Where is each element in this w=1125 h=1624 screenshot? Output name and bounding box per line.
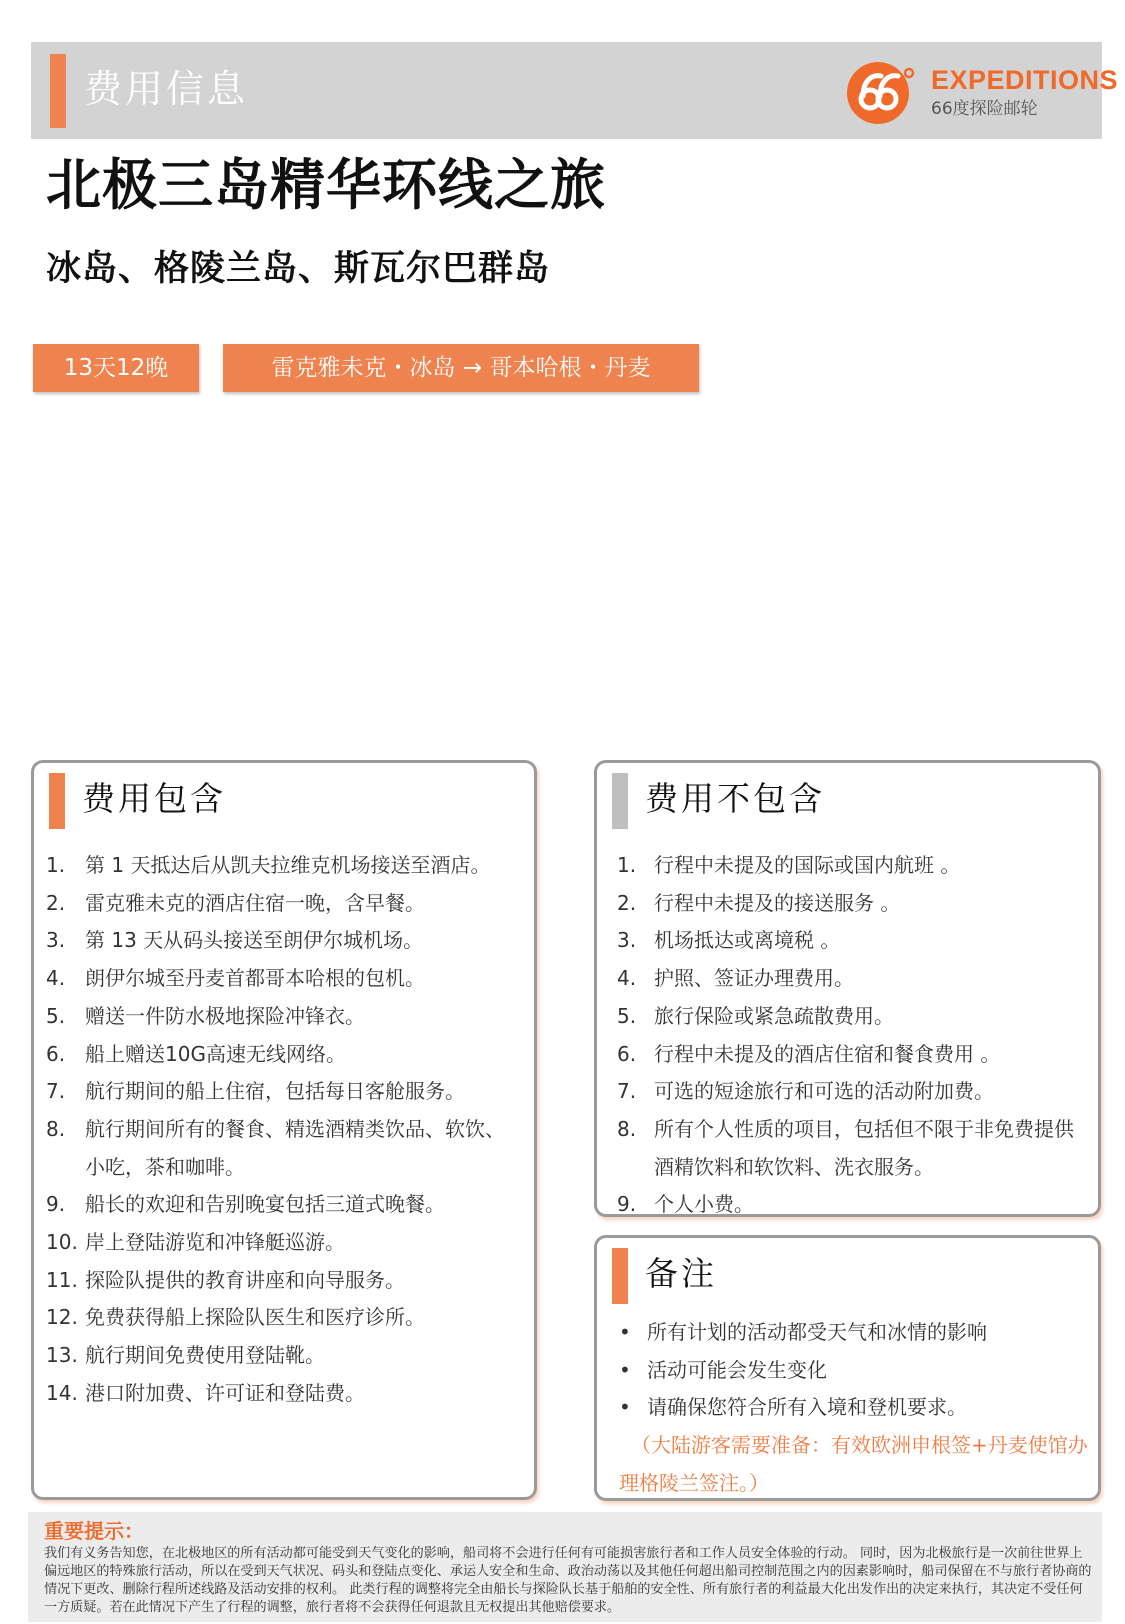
list-item: • 请确保您符合所有入境和登机要求。 bbox=[597, 1389, 1098, 1427]
list-item: 4. 朗伊尔城至丹麦首都哥本哈根的包机。 bbox=[46, 966, 425, 991]
list-item: 7. 航行期间的船上住宿，包括每日客舱服务。 bbox=[46, 1079, 465, 1104]
route-tag: 雷克雅未克・冰岛 → 哥本哈根・丹麦 bbox=[223, 344, 699, 392]
logo-brand-en: EXPEDITIONS bbox=[931, 65, 1119, 95]
list-item: 5. 赠送一件防水极地探险冲锋衣。 bbox=[46, 1003, 365, 1028]
excluded-card bbox=[594, 760, 1101, 1217]
notes-title: 备注 bbox=[645, 1254, 717, 1293]
included-card bbox=[31, 760, 537, 1500]
list-item: 9. 船长的欢迎和告别晚宴包括三道式晚餐。 bbox=[46, 1192, 445, 1217]
duration-tag: 13天12晚 bbox=[33, 344, 199, 392]
trip-title: 北极三岛精华环线之旅 bbox=[46, 153, 607, 217]
list-item: 6. 船上赠送10G高速无线网络。 bbox=[46, 1041, 346, 1066]
bullet-icon: • bbox=[619, 1395, 631, 1420]
excluded-list bbox=[597, 847, 1098, 1224]
list-item: 2. 雷克雅未克的酒店住宿一晚，含早餐。 bbox=[46, 890, 425, 915]
notes-accent-bar bbox=[612, 1248, 628, 1304]
list-item: 6. 行程中未提及的酒店住宿和餐食费用 。 bbox=[617, 1041, 1001, 1066]
list-item: 8. 所有个人性质的项目，包括但不限于非免费提供酒精饮料和软饮料、洗衣服务。 bbox=[617, 1116, 1074, 1179]
visa-note: （大陆游客需要准备：有效欧洲申根签+丹麦使馆办理格陵兰签注。） bbox=[619, 1433, 1088, 1495]
list-item: 13. 航行期间免费使用登陆靴。 bbox=[46, 1343, 325, 1368]
excluded-title: 费用不包含 bbox=[645, 779, 825, 818]
footer-disclaimer: 我们有义务告知您，在北极地区的所有活动都可能受到天气变化的影响，船司将不会进行任何有可能损害旅行者和工作人员安全体验的行动。 同时，因为北极旅行是一次前往世界上偏远地区的特殊旅行活动，所以在受到天气状况、码头和登陆点变化、承运人安全和生命、政治动荡以及其他任何超出船司控制范围之内的因素影响时，船司保留在不与旅行者协商的情况下更改、删除行程所述线路及活动安排的权利。 此类行程的调整将完全由船长与探险队长基于船舶的安全性、所有旅行者的利益最大化出发作出的决定来执行，其决定不受任何一方质疑。若在此情况下产生了行程的调整，旅行者将不会获得任何退款且无权提出其他赔偿要求。 bbox=[44, 1546, 1092, 1615]
included-title: 费用包含 bbox=[82, 779, 226, 818]
list-item: 9. 个人小费。 bbox=[617, 1192, 754, 1217]
included-list bbox=[34, 847, 534, 1413]
list-item: 8. 航行期间所有的餐食、精选酒精类饮品、软饮、小吃，茶和咖啡。 bbox=[46, 1116, 505, 1179]
list-item: 5. 旅行保险或紧急疏散费用。 bbox=[617, 1003, 894, 1028]
header-accent-bar bbox=[50, 54, 66, 128]
list-item: 3. 第 13 天从码头接送至朗伊尔城机场。 bbox=[46, 928, 424, 953]
list-item: 7. 可选的短途旅行和可选的活动附加费。 bbox=[617, 1079, 994, 1104]
list-item: 1. 第 1 天抵达后从凯夫拉维克机场接送至酒店。 bbox=[46, 853, 491, 877]
excluded-accent-bar bbox=[612, 773, 628, 829]
list-item: • 活动可能会发生变化 bbox=[597, 1352, 1098, 1390]
logo-brand-cn: 66度探险邮轮 bbox=[931, 99, 1038, 119]
bullet-icon: • bbox=[619, 1357, 631, 1382]
bullet-icon: • bbox=[619, 1320, 631, 1344]
section-title: 费用信息 bbox=[84, 67, 249, 111]
list-item: 4. 护照、签证办理费用。 bbox=[617, 966, 854, 991]
list-item: 2. 行程中未提及的接送服务 。 bbox=[617, 890, 901, 915]
66-degree-logo-icon bbox=[847, 58, 915, 126]
notes-list bbox=[597, 1314, 1098, 1427]
list-item: 10. 岸上登陆游览和冲锋艇巡游。 bbox=[46, 1230, 345, 1255]
list-item: 14. 港口附加费、许可证和登陆费。 bbox=[46, 1380, 365, 1405]
footer-title: 重要提示： bbox=[44, 1519, 144, 1543]
trip-subtitle: 冰岛、格陵兰岛、斯瓦尔巴群岛 bbox=[46, 249, 551, 289]
notes-card bbox=[594, 1235, 1101, 1501]
list-item: 11. 探险队提供的教育讲座和向导服务。 bbox=[46, 1267, 405, 1292]
list-item: 1. 行程中未提及的国际或国内航班 。 bbox=[617, 853, 961, 877]
list-item: 3. 机场抵达或离境税 。 bbox=[617, 928, 841, 953]
list-item: • 所有计划的活动都受天气和冰情的影响 bbox=[597, 1314, 1098, 1352]
included-accent-bar bbox=[49, 773, 65, 829]
list-item: 12. 免费获得船上探险队医生和医疗诊所。 bbox=[46, 1305, 425, 1330]
